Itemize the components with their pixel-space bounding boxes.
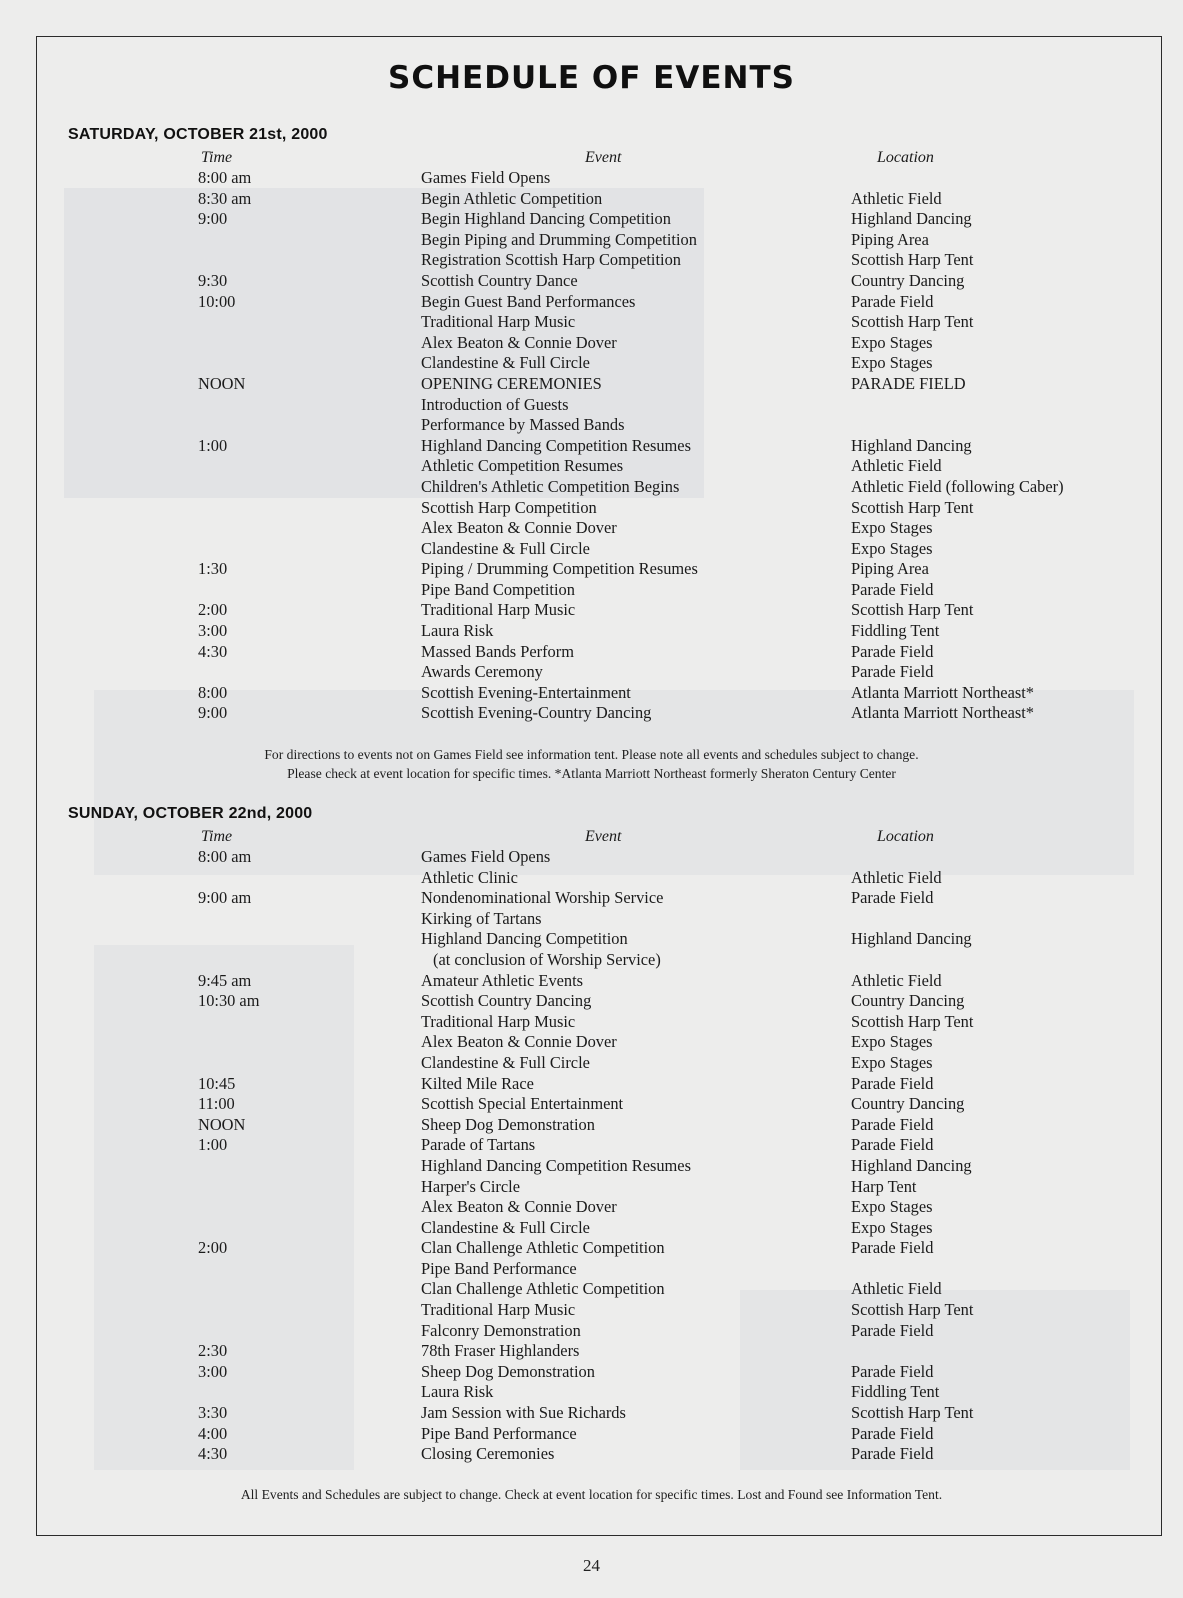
row-time: 4:30 (198, 1444, 228, 1464)
row-event: Laura Risk (421, 1382, 494, 1402)
row-time: 9:30 (198, 270, 228, 290)
row-time: 8:00 (198, 682, 228, 702)
schedule-row (0, 1444, 1183, 1465)
row-location: Scottish Harp Tent (851, 1403, 974, 1423)
row-event: Clandestine & Full Circle (421, 353, 590, 373)
row-location: Parade Field (851, 1423, 934, 1443)
schedule-row (0, 456, 1183, 477)
row-location: Fiddling Tent (851, 621, 940, 641)
row-event: Alex Beaton & Connie Dover (421, 1032, 617, 1052)
schedule-row (0, 1074, 1183, 1095)
saturday-note (0, 746, 1183, 783)
row-event: Traditional Harp Music (421, 600, 576, 620)
row-location: Scottish Harp Tent (851, 497, 974, 517)
row-event: OPENING CEREMONIES (421, 373, 602, 393)
row-event: Scottish Harp Competition (421, 497, 597, 517)
row-location: Expo Stages (851, 1052, 933, 1072)
row-event: Clan Challenge Athletic Competition (421, 1279, 665, 1299)
row-event: Clandestine & Full Circle (421, 1217, 590, 1237)
row-event: Introduction of Guests (421, 394, 569, 414)
schedule-row (0, 847, 1183, 868)
row-time: 2:30 (198, 1341, 228, 1361)
row-event: Games Field Opens (421, 168, 551, 187)
row-event: Awards Ceremony (421, 662, 543, 682)
row-event: Kilted Mile Race (421, 1073, 534, 1093)
schedule-row (0, 1382, 1183, 1403)
schedule-row (0, 1218, 1183, 1239)
sunday-event-header: Event (585, 828, 622, 845)
page-title: SCHEDULE OF EVENTS (388, 60, 795, 96)
row-location: Parade Field (851, 579, 934, 599)
schedule-row (0, 168, 1183, 189)
row-location: Highland Dancing (851, 435, 972, 455)
schedule-row (0, 415, 1183, 436)
row-location: Scottish Harp Tent (851, 600, 974, 620)
row-location: Country Dancing (851, 270, 965, 290)
row-location: Fiddling Tent (851, 1382, 940, 1402)
schedule-row (0, 1115, 1183, 1136)
schedule-row (0, 250, 1183, 271)
schedule-row (0, 1300, 1183, 1321)
row-time: 10:45 (198, 1073, 236, 1093)
row-event: Begin Guest Band Performances (421, 291, 636, 311)
row-location: Expo Stages (851, 518, 933, 538)
row-location: Piping Area (851, 559, 929, 579)
schedule-row (0, 971, 1183, 992)
row-event: Traditional Harp Music (421, 1011, 576, 1031)
row-event: Kirking of Tartans (421, 908, 542, 928)
schedule-row (0, 189, 1183, 210)
row-event: Pipe Band Competition (421, 579, 575, 599)
schedule-row (0, 1197, 1183, 1218)
row-location: Parade Field (851, 1135, 934, 1155)
row-event: 78th Fraser Highlanders (421, 1341, 580, 1361)
schedule-row (0, 991, 1183, 1012)
row-time: 9:00 am (198, 888, 252, 908)
row-location: Atlanta Marriott Northeast* (851, 682, 1034, 702)
row-location: Country Dancing (851, 991, 965, 1011)
row-location: Expo Stages (851, 1217, 933, 1237)
sunday-location-header: Location (877, 828, 934, 845)
schedule-row (0, 1362, 1183, 1383)
row-event: Begin Athletic Competition (421, 188, 603, 208)
row-location: Athletic Field (851, 970, 942, 990)
schedule-row (0, 271, 1183, 292)
schedule-row (0, 1341, 1183, 1362)
row-location: Scottish Harp Tent (851, 312, 974, 332)
row-location: Scottish Harp Tent (851, 250, 974, 270)
row-location: Athletic Field (851, 867, 942, 887)
row-time: 1:00 (198, 435, 228, 455)
schedule-row (0, 477, 1183, 498)
schedule-row (0, 1403, 1183, 1424)
row-event: Highland Dancing Competition Resumes (421, 435, 691, 455)
row-location: Athletic Field (851, 456, 942, 476)
row-location: Parade Field (851, 1320, 934, 1340)
schedule-row (0, 1156, 1183, 1177)
row-time: 9:00 (198, 209, 228, 229)
row-location: Parade Field (851, 1238, 934, 1258)
row-event: Pipe Band Performance (421, 1423, 577, 1443)
schedule-row (0, 1032, 1183, 1053)
row-time: 9:45 am (198, 970, 252, 990)
row-time: 8:00 am (198, 847, 252, 866)
row-time: 3:30 (198, 1403, 228, 1423)
sunday-heading: SUNDAY, OCTOBER 22nd, 2000 (68, 805, 313, 822)
row-event: Scottish Special Entertainment (421, 1094, 624, 1114)
row-location: Parade Field (851, 291, 934, 311)
schedule-row (0, 642, 1183, 663)
schedule-row (0, 1053, 1183, 1074)
row-event: Sheep Dog Demonstration (421, 1114, 595, 1134)
row-location: Highland Dancing (851, 1155, 972, 1175)
row-event: Massed Bands Perform (421, 641, 574, 661)
saturday-note-line-1: For directions to events not on Games Field see information tent. Please note all events and schedules subject to change. (264, 747, 919, 762)
row-event: Clandestine & Full Circle (421, 538, 590, 558)
schedule-row (0, 929, 1183, 950)
row-event: Traditional Harp Music (421, 1300, 576, 1320)
row-event: Clan Challenge Athletic Competition (421, 1238, 665, 1258)
row-time: NOON (198, 373, 246, 393)
row-location: Expo Stages (851, 538, 933, 558)
row-location: Highland Dancing (851, 929, 972, 949)
row-time: 3:00 (198, 621, 228, 641)
row-event: Begin Highland Dancing Competition (421, 209, 671, 229)
row-location: Scottish Harp Tent (851, 1011, 974, 1031)
schedule-row (0, 868, 1183, 889)
row-event: (at conclusion of Worship Service) (433, 949, 661, 969)
row-location: Athletic Field (851, 188, 942, 208)
row-event: Jam Session with Sue Richards (421, 1403, 626, 1423)
row-location: Athletic Field (following Caber) (851, 476, 1064, 496)
row-event: Pipe Band Performance (421, 1258, 577, 1278)
row-location: Parade Field (851, 641, 934, 661)
row-event: Athletic Competition Resumes (421, 456, 624, 476)
schedule-row (0, 950, 1183, 971)
schedule-row (0, 703, 1183, 724)
row-event: Children's Athletic Competition Begins (421, 476, 680, 496)
row-event: Laura Risk (421, 621, 494, 641)
row-event: Scottish Evening-Entertainment (421, 682, 631, 702)
row-event: Nondenominational Worship Service (421, 888, 664, 908)
schedule-row (0, 621, 1183, 642)
row-event: Begin Piping and Drumming Competition (421, 229, 697, 249)
schedule-row (0, 498, 1183, 519)
saturday-heading: SATURDAY, OCTOBER 21st, 2000 (68, 126, 328, 143)
row-location: Athletic Field (851, 1279, 942, 1299)
row-time: NOON (198, 1114, 246, 1134)
row-time: 2:00 (198, 600, 228, 620)
row-event: Harper's Circle (421, 1176, 520, 1196)
row-location: Harp Tent (851, 1176, 917, 1196)
row-event: Clandestine & Full Circle (421, 1052, 590, 1072)
row-location: Parade Field (851, 662, 934, 682)
schedule-row (0, 1094, 1183, 1115)
row-location: Highland Dancing (851, 209, 972, 229)
saturday-event-header: Event (585, 149, 622, 166)
schedule-row (0, 518, 1183, 539)
row-location: Parade Field (851, 1444, 934, 1464)
saturday-note-line-2: Please check at event location for specific times. *Atlanta Marriott Northeast formerly Sheraton Century Center (287, 765, 896, 781)
row-time: 4:30 (198, 641, 228, 661)
schedule-row (0, 209, 1183, 230)
row-location: Parade Field (851, 1073, 934, 1093)
row-location: Expo Stages (851, 332, 933, 352)
row-time: 1:00 (198, 1135, 228, 1155)
row-time: 2:00 (198, 1238, 228, 1258)
schedule-row (0, 374, 1183, 395)
row-time: 4:00 (198, 1423, 228, 1443)
row-event: Alex Beaton & Connie Dover (421, 332, 617, 352)
row-location: Parade Field (851, 1114, 934, 1134)
row-time: 3:00 (198, 1361, 228, 1381)
row-time: 10:00 (198, 291, 236, 311)
row-event: Sheep Dog Demonstration (421, 1361, 595, 1381)
row-location: Expo Stages (851, 353, 933, 373)
schedule-row (0, 662, 1183, 683)
schedule-row (0, 888, 1183, 909)
saturday-location-header: Location (877, 149, 934, 166)
row-event: Highland Dancing Competition (421, 929, 628, 949)
row-event: Athletic Clinic (421, 867, 518, 887)
row-time: 11:00 (198, 1094, 235, 1114)
schedule-row (0, 333, 1183, 354)
schedule-row (0, 1321, 1183, 1342)
schedule-row (0, 395, 1183, 416)
row-time: 8:30 am (198, 188, 252, 208)
schedule-row (0, 1177, 1183, 1198)
schedule-row (0, 1279, 1183, 1300)
schedule-row (0, 909, 1183, 930)
page-number: 24 (583, 1556, 600, 1575)
row-location: Scottish Harp Tent (851, 1300, 974, 1320)
row-event: Traditional Harp Music (421, 312, 576, 332)
row-location: Piping Area (851, 229, 929, 249)
row-location: Parade Field (851, 1361, 934, 1381)
row-event: Highland Dancing Competition Resumes (421, 1155, 691, 1175)
schedule-row (0, 580, 1183, 601)
row-location: Country Dancing (851, 1094, 965, 1114)
sunday-note: All Events and Schedules are subject to change. Check at event location for specific times. Lost and Found see Information Tent. (240, 1487, 943, 1502)
schedule-row (0, 230, 1183, 251)
schedule-row (0, 1424, 1183, 1445)
row-location: Expo Stages (851, 1197, 933, 1217)
row-location: Expo Stages (851, 1032, 933, 1052)
sunday-time-header: Time (201, 828, 233, 845)
row-location: PARADE FIELD (851, 373, 966, 393)
row-event: Games Field Opens (421, 847, 551, 866)
row-event: Amateur Athletic Events (421, 970, 584, 990)
row-event: Scottish Country Dancing (421, 991, 592, 1011)
row-event: Scottish Country Dance (421, 270, 578, 290)
row-event: Piping / Drumming Competition Resumes (421, 559, 698, 579)
schedule-row (0, 292, 1183, 313)
schedule-row (0, 353, 1183, 374)
schedule-row (0, 1135, 1183, 1156)
schedule-row (0, 312, 1183, 333)
schedule-row (0, 1259, 1183, 1280)
saturday-time-header: Time (201, 149, 233, 166)
schedule-row (0, 1238, 1183, 1259)
row-event: Parade of Tartans (421, 1135, 536, 1155)
row-location: Parade Field (851, 888, 934, 908)
saturday-schedule (0, 168, 1183, 724)
schedule-row (0, 600, 1183, 621)
schedule-row (0, 436, 1183, 457)
row-event: Scottish Evening-Country Dancing (421, 703, 652, 723)
row-time: 8:00 am (198, 168, 252, 187)
row-event: Alex Beaton & Connie Dover (421, 1197, 617, 1217)
row-location: Atlanta Marriott Northeast* (851, 703, 1034, 723)
row-event: Performance by Massed Bands (421, 415, 625, 435)
sunday-schedule (0, 847, 1183, 1465)
row-time: 10:30 am (198, 991, 260, 1011)
schedule-row (0, 539, 1183, 560)
row-time: 9:00 (198, 703, 228, 723)
row-event: Falconry Demonstration (421, 1320, 581, 1340)
row-event: Alex Beaton & Connie Dover (421, 518, 617, 538)
schedule-row (0, 1012, 1183, 1033)
schedule-row (0, 559, 1183, 580)
row-event: Registration Scottish Harp Competition (421, 250, 681, 270)
row-event: Closing Ceremonies (421, 1444, 555, 1464)
row-time: 1:30 (198, 559, 228, 579)
schedule-row (0, 683, 1183, 704)
